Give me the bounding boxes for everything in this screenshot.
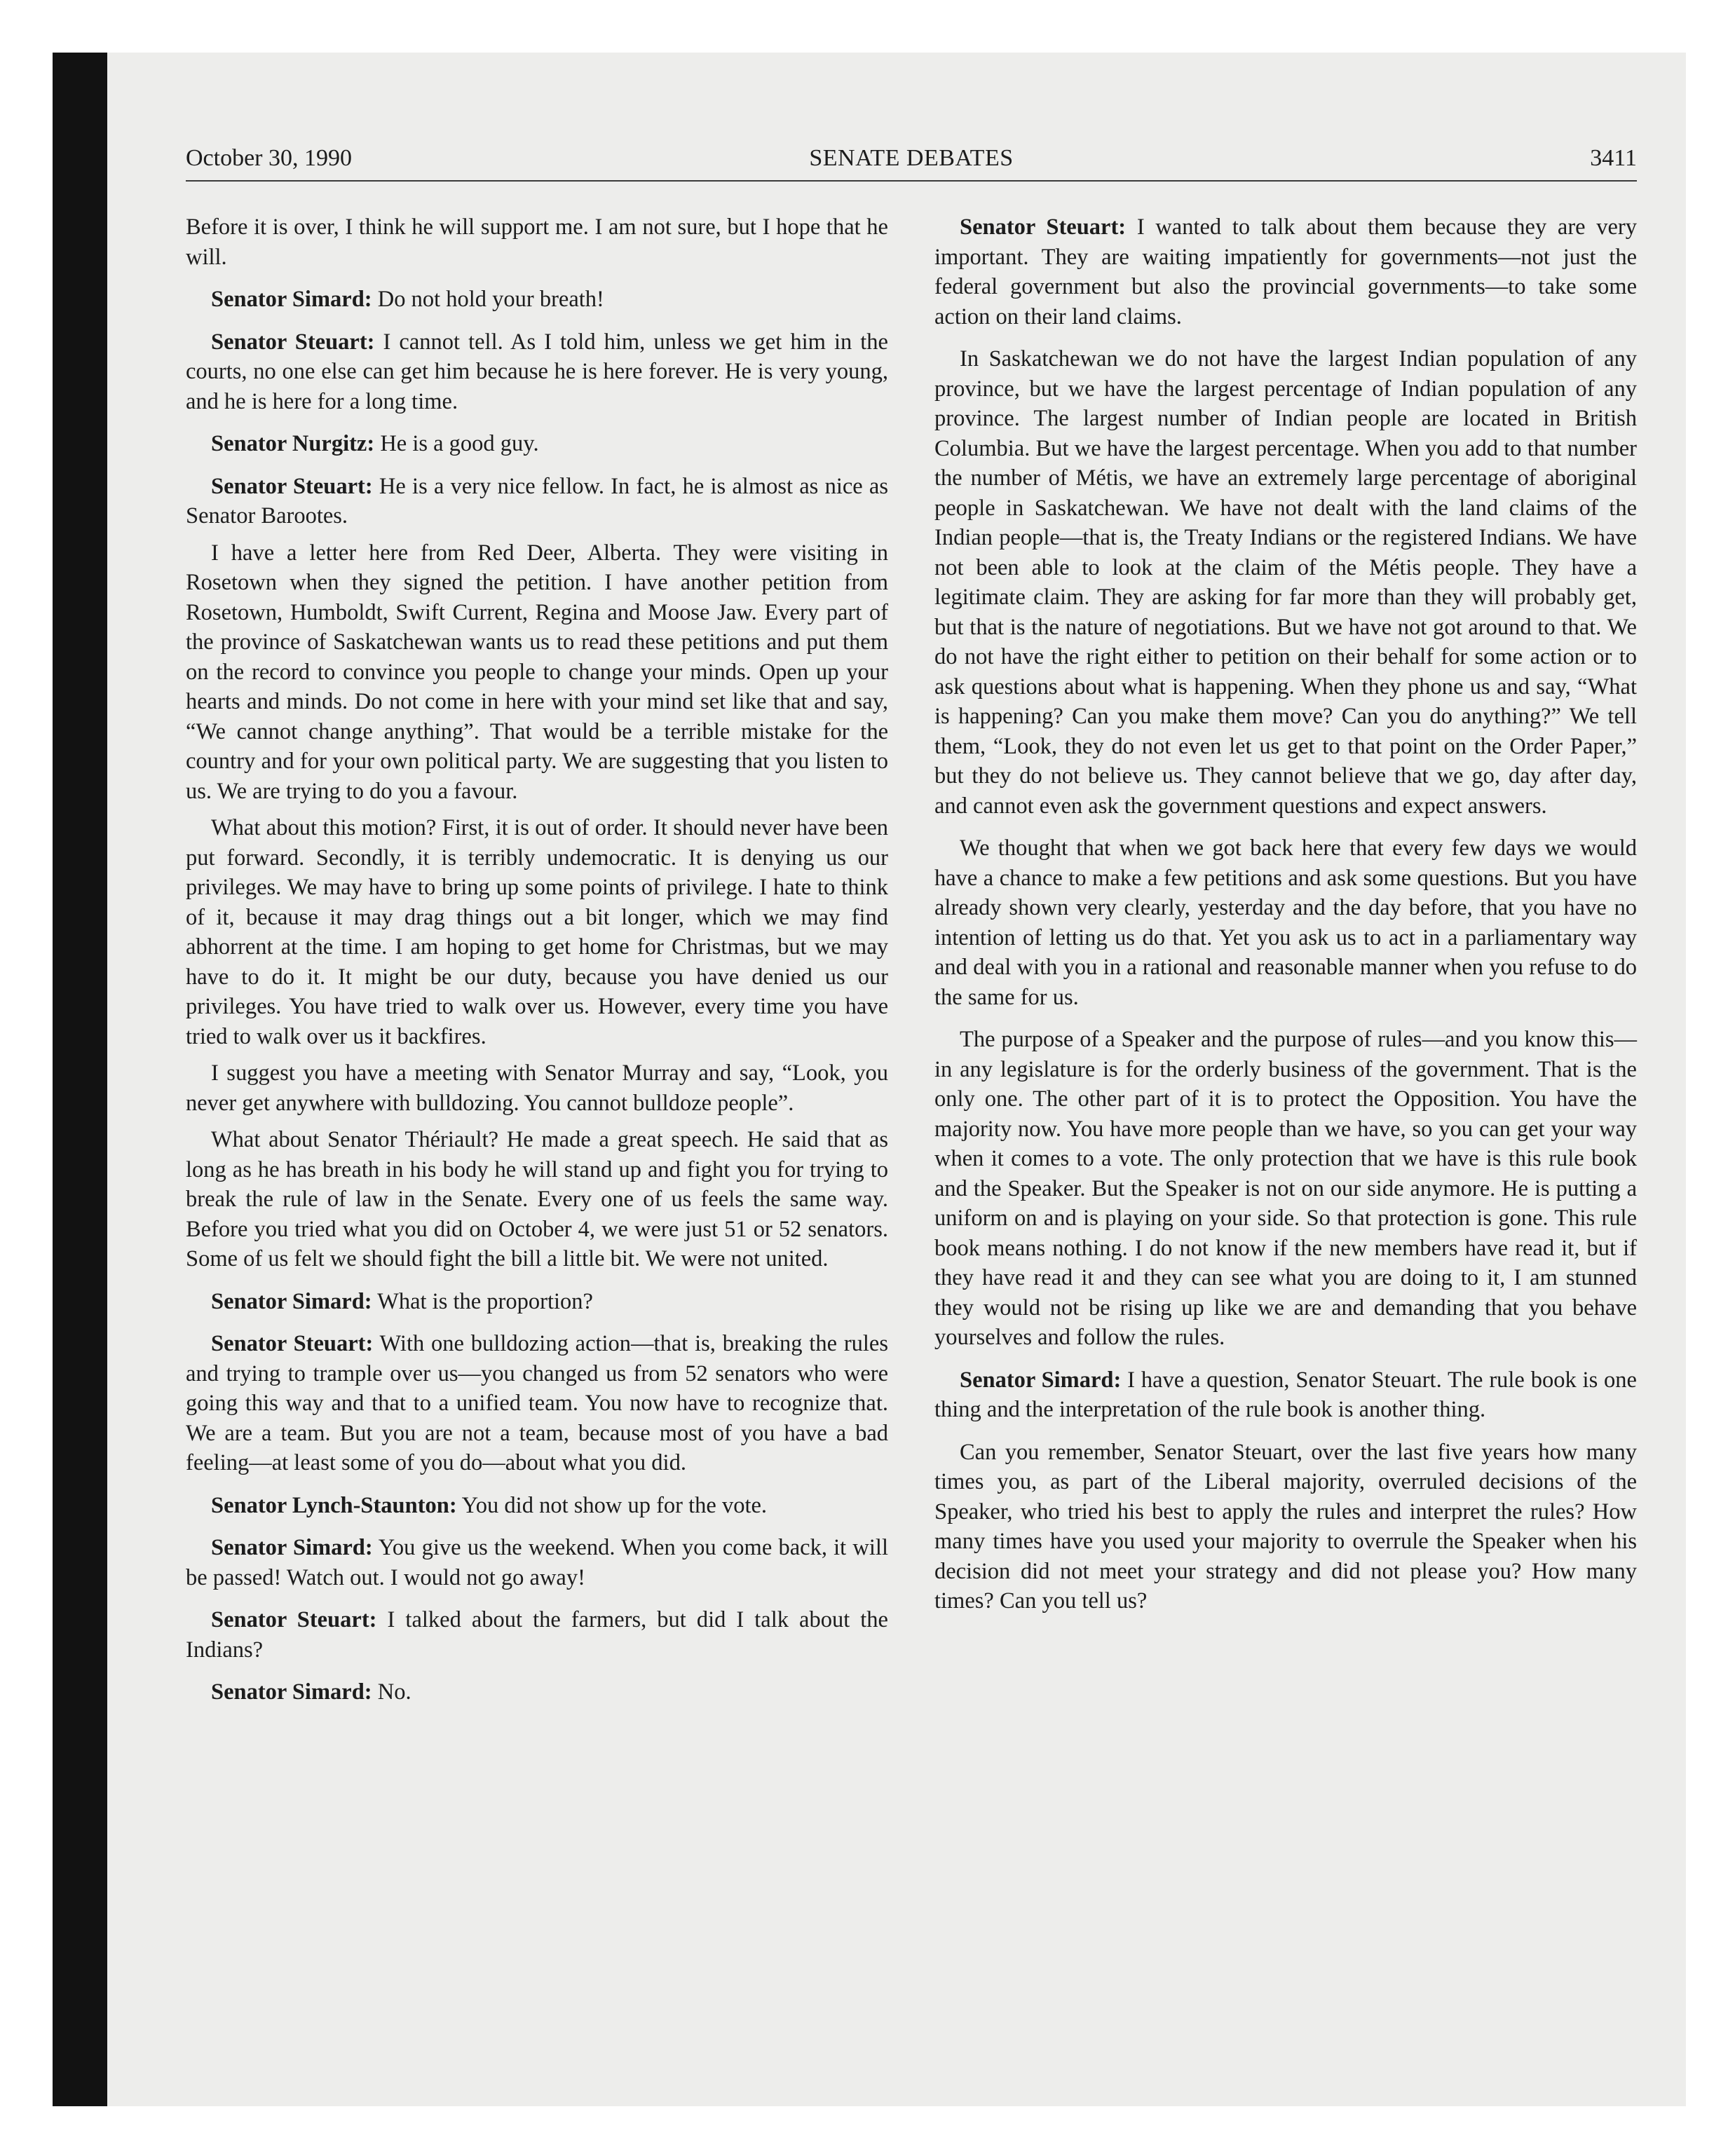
- speech-paragraph: Senator Steuart: With one bulldozing action—that is, breaking the rules and trying to trample over us—you changed us from 52 senators who were going this way and that to a unified team. You now have to recognize that. We are a team. But you are not a team, because most of you have a bad feeling—at least some of you do—about what you did.: [186, 1331, 888, 1475]
- speech-paragraph: Senator Steuart: He is a very nice fellow. In fact, he is almost as nice as Senator Barootes.: [186, 473, 888, 528]
- speech-paragraph: Senator Simard: What is the proportion?: [211, 1288, 593, 1314]
- speech-paragraph: Senator Steuart: I wanted to talk about them because they are very important. They are waiting impatiently for governments—not just the federal government but also the provincial governments—to take some action on their land claims.: [934, 214, 1637, 329]
- speaker-name: Senator Steuart:: [960, 214, 1127, 240]
- paragraph: In Saskatchewan we do not have the largest Indian population of any province, but we have the largest percentage of Indian population of any province. The largest number of Indian people are located in British Columbia. But we have the largest percentage. When you add to that number the number of Métis, we have an extremely large percentage of aboriginal people in Saskatchewan. We have not dealt with the land claims of the Indian people—that is, the Treaty Indians or the registered Indians. We have not been able to look at the claim of the Métis people. They have a legitimate claim. They are asking for far more than they will probably get, but that is the nature of negotiations. But we have not got around to that. We do not have the right either to petition on their behalf for some action or to ask questions about what is happening. When they phone us and say, “What is happening? Can you make them move? Can you do anything?” We tell them, “Look, they do not even let us get to that point on the Order Paper,” but they do not believe us. They cannot believe that we go, day after day, and cannot even ask the government questions and expect answers.: [934, 346, 1637, 819]
- paragraph: Before it is over, I think he will support me. I am not sure, but I hope that he will.: [186, 214, 888, 270]
- speaker-name: Senator Simard:: [211, 1288, 372, 1314]
- speaker-name: Senator Steuart:: [211, 1607, 377, 1632]
- speech-paragraph: Senator Steuart: I cannot tell. As I told him, unless we get him in the courts, no one else can get him because he is here forever. He is very young, and he is here for a long time.: [186, 329, 888, 414]
- scanned-page: [53, 53, 1686, 2106]
- right-column: [934, 212, 1637, 1629]
- speech-paragraph: Senator Lynch-Staunton: You did not show up for the vote.: [211, 1492, 768, 1518]
- speech-paragraph: Senator Nurgitz: He is a good guy.: [211, 431, 539, 456]
- paragraph: What about this motion? First, it is out of order. It should never have been put forward. Secondly, it is terribly undemocratic. It is denying us our privileges. We may have to bring up some points of privilege. I hate to think of it, because it may drag things out a bit longer, which we may find abhorrent at the time. I am hoping to get home for Christmas, but we may have to do it. It might be our duty, because you have denied us our privileges. You have tried to walk over us. However, every time you have tried to walk over us it backfires.: [186, 815, 888, 1049]
- speaker-name: Senator Simard:: [211, 1535, 373, 1560]
- header-date: October 30, 1990: [186, 145, 353, 171]
- page-number: 3411: [1590, 145, 1637, 171]
- paragraph: Can you remember, Senator Steuart, over the last five years how many times you, as part of the Liberal majority, overruled decisions of the Speaker, who tried his best to apply the rules and interpret the rules? How many times have you used your majority to overrule the Speaker when his decision did not meet your strategy and did not please you? How many times? Can you tell us?: [934, 1439, 1637, 1613]
- speech-paragraph: Senator Simard: No.: [211, 1679, 411, 1705]
- binding-edge: [53, 53, 107, 2106]
- left-column: [186, 212, 888, 1720]
- speaker-name: Senator Steuart:: [211, 329, 375, 355]
- speech-paragraph: Senator Steuart: I talked about the farmers, but did I talk about the Indians?: [186, 1607, 888, 1663]
- page-header: [186, 135, 1637, 182]
- header-title: SENATE DEBATES: [809, 145, 1014, 171]
- speaker-name: Senator Lynch-Staunton:: [211, 1492, 457, 1518]
- paragraph: We thought that when we got back here that every few days we would have a chance to make a few petitions and ask some questions. But you have already shown very clearly, yesterday and the day before, that you have no intention of letting us do that. Yet you ask us to act in a parliamentary way and deal with you in a rational and reasonable manner when you refuse to do the same for us.: [934, 835, 1637, 1010]
- speech-paragraph: Senator Simard: You give us the weekend. When you come back, it will be passed! Watch out. I would not go away!: [186, 1535, 888, 1590]
- speech-paragraph: Senator Simard: Do not hold your breath!: [211, 287, 604, 312]
- speaker-name: Senator Nurgitz:: [211, 431, 375, 456]
- speaker-name: Senator Simard:: [960, 1367, 1122, 1393]
- speaker-name: Senator Simard:: [211, 1679, 372, 1705]
- paragraph: What about Senator Thériault? He made a great speech. He said that as long as he has breath in his body he will stand up and fight you for trying to break the rule of law in the Senate. Every one of us feels the same way. Before you tried what you did on October 4, we were just 51 or 52 senators. Some of us felt we should fight the bill a little bit. We were not united.: [186, 1127, 888, 1271]
- paragraph: The purpose of a Speaker and the purpose of rules—and you know this—in any legislature is for the orderly business of the government. That is the only one. The other part of it is to protect the Opposition. You have the majority now. You have more people than we have, so you can get your way when it comes to a vote. The only protection that we have is this rule book and the Speaker. But the Speaker is not on our side anymore. He is putting a uniform on and is playing on your side. So that protection is gone. This rule book means nothing. I do not know if the new members have read it, but if they have read it and they can see what you are doing to it, I am stunned they would not be rising up like we are and demanding that you behave yourselves and follow the rules.: [934, 1027, 1637, 1350]
- speaker-name: Senator Simard:: [211, 287, 372, 312]
- speaker-name: Senator Steuart:: [211, 1331, 374, 1356]
- paragraph: I suggest you have a meeting with Senator Murray and say, “Look, you never get anywhere with bulldozing. You cannot bulldoze people”.: [186, 1060, 888, 1116]
- speaker-name: Senator Steuart:: [211, 473, 373, 499]
- speech-paragraph: Senator Simard: I have a question, Senator Steuart. The rule book is one thing and the interpretation of the rule book is another thing.: [934, 1367, 1637, 1422]
- paragraph: I have a letter here from Red Deer, Alberta. They were visiting in Rosetown when they signed the petition. I have another petition from Rosetown, Humboldt, Swift Current, Regina and Moose Jaw. Every part of the province of Saskatchewan wants us to read these petitions and put them on the record to convince you people to change your minds. Open up your hearts and minds. Do not come in here with your mind set like that and say, “We cannot change anything”. That would be a terrible mistake for the country and for your own political party. We are suggesting that you listen to us. We are trying to do you a favour.: [186, 540, 888, 804]
